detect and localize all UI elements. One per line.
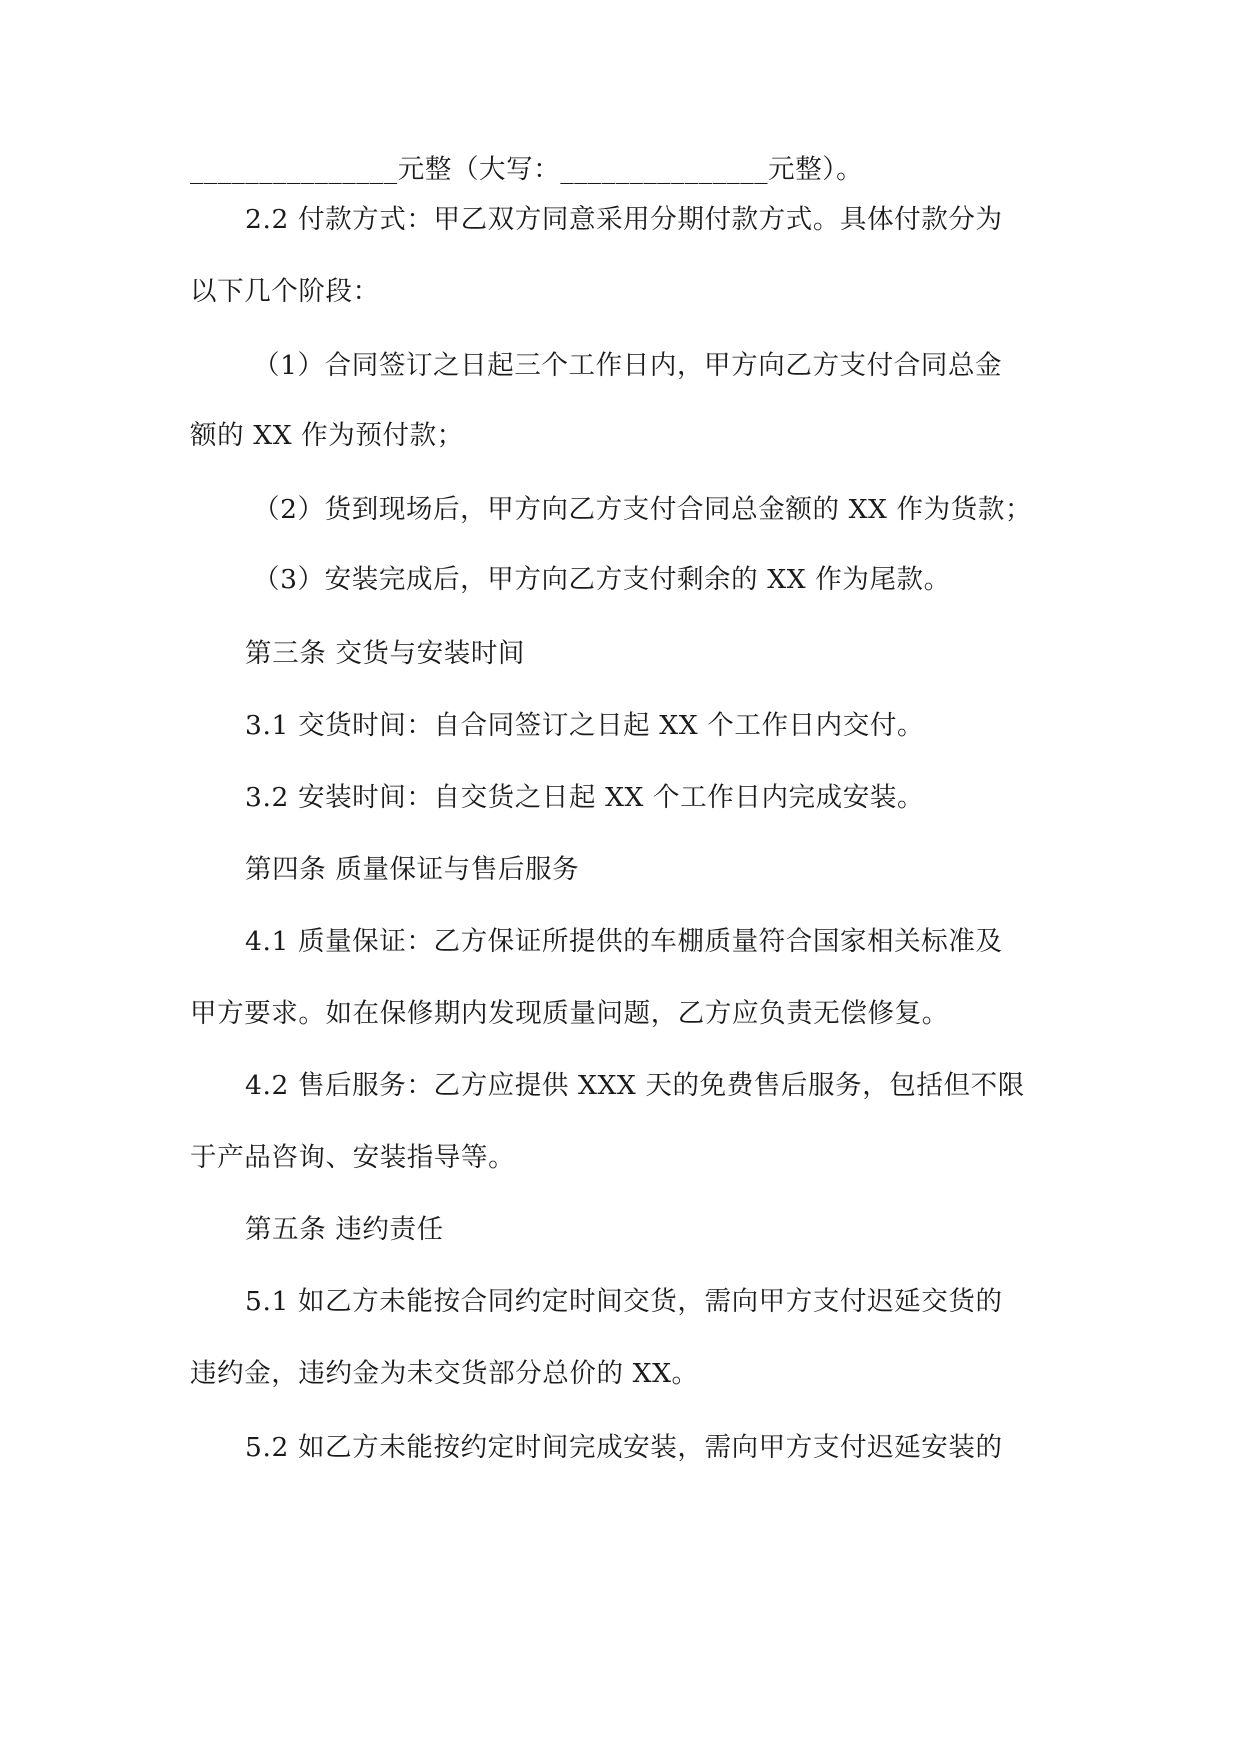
clause-4-2-line-2: 于产品咨询、安装指导等。 xyxy=(190,1142,516,1173)
payment-stage-2: （2）货到现场后，甲方向乙方支付合同总金额的 XX 作为货款； xyxy=(253,494,1033,525)
article-4-heading: 第四条 质量保证与售后服务 xyxy=(245,854,580,885)
clause-3-1: 3.1 交货时间：自合同签订之日起 XX 个工作日内交付。 xyxy=(245,710,925,741)
clause-3-2: 3.2 安装时间：自交货之日起 XX 个工作日内完成安装。 xyxy=(245,782,925,813)
payment-stage-3: （3）安装完成后，甲方向乙方支付剩余的 XX 作为尾款。 xyxy=(253,564,951,595)
clause-4-2-line-1: 4.2 售后服务：乙方应提供 XXX 天的免费售后服务，包括但不限 xyxy=(245,1070,1025,1101)
article-5-heading: 第五条 违约责任 xyxy=(245,1214,444,1245)
clause-4-1-line-1: 4.1 质量保证：乙方保证所提供的车棚质量符合国家相关标准及 xyxy=(245,926,1003,957)
clause-5-1-line-2: 违约金，违约金为未交货部分总价的 XX。 xyxy=(190,1358,699,1389)
payment-stage-1-line-1: （1）合同签订之日起三个工作日内，甲方向乙方支付合同总金 xyxy=(253,350,1003,381)
clause-4-1-line-2: 甲方要求。如在保修期内发现质量问题，乙方应负责无偿修复。 xyxy=(190,998,949,1029)
amount-line: _______________元整（大写：_______________元整）。 xyxy=(190,154,864,185)
payment-stage-1-line-2: 额的 XX 作为预付款； xyxy=(190,420,464,451)
clause-2-2-line-2: 以下几个阶段： xyxy=(190,276,380,307)
clause-5-1-line-1: 5.1 如乙方未能按合同约定时间交货，需向甲方支付迟延交货的 xyxy=(245,1286,1003,1317)
article-3-heading: 第三条 交货与安装时间 xyxy=(245,638,526,669)
clause-2-2-line-1: 2.2 付款方式：甲乙双方同意采用分期付款方式。具体付款分为 xyxy=(245,204,1003,235)
clause-5-2-line-1: 5.2 如乙方未能按约定时间完成安装，需向甲方支付迟延安装的 xyxy=(245,1432,1003,1463)
